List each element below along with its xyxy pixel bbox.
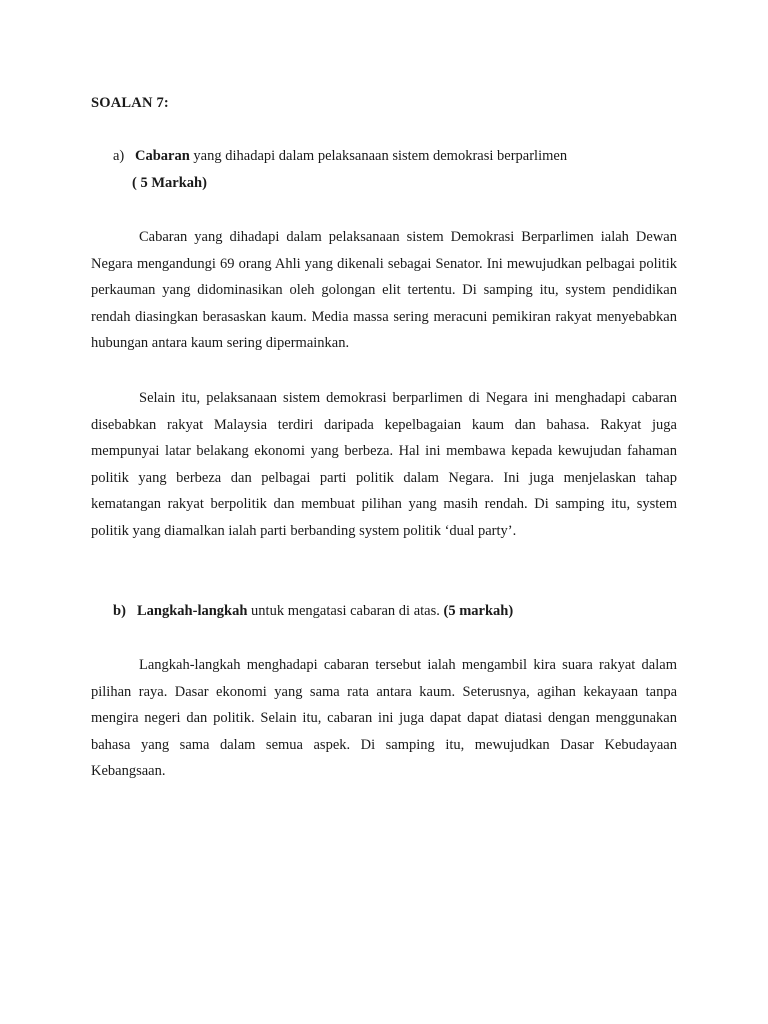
question-b-keyword: Langkah-langkah [137, 603, 248, 619]
question-a [113, 148, 567, 165]
question-b-marks: (5 markah) [443, 603, 514, 619]
answer-b-paragraph: Langkah-langkah menghadapi cabaran tersebut ialah mengambil kira suara rakyat dalam pilihan raya. Dasar ekonomi yang sama rata antara kaum. Seterusnya, agihan kekayaan tanpa mengira negeri dan politik. Selain itu, cabaran ini juga dapat dapat diatasi dengan menggunakan bahasa yang sama dalam semua aspek. Di samping itu, mewujudkan Dasar Kebudayaan Kebangsaan. [91, 657, 677, 780]
question-b [113, 603, 513, 620]
answer-a-paragraph-2: Selain itu, pelaksanaan sistem demokrasi berparlimen di Negara ini menghadapi cabaran disebabkan rakyat Malaysia terdiri daripada kepelbagaian kaum dan bahasa. Rakyat juga mempunyai latar belakang ekonomi yang berbeza. Hal ini membawa kepada kewujudan fahaman politik yang berbeza dan pelbagai parti politik dalam Negara. Ini juga menjelaskan tahap kematangan rakyat berpolitik dan membuat pilihan yang masih rendah. Di samping itu, system politik yang diamalkan ialah parti berbanding system politik ‘dual party’. [91, 390, 677, 539]
question-heading: SOALAN 7: [91, 95, 169, 111]
question-a-marks: ( 5 Markah) [132, 175, 207, 191]
question-b-marker: b) [113, 603, 126, 619]
question-a-keyword: Cabaran [135, 148, 190, 164]
question-b-text: untuk mengatasi cabaran di atas. [247, 603, 444, 619]
answer-a-paragraph-1: Cabaran yang dihadapi dalam pelaksanaan sistem Demokrasi Berparlimen ialah Dewan Negara mengandungi 69 orang Ahli yang dikenali sebagai Senator. Ini mewujudkan pelbagai politik perkauman yang didominasikan oleh golongan elit tertentu. Di samping itu, system pendidikan rendah diasingkan berasaskan kaum. Media massa sering meracuni pemikiran rakyat menyebabkan hubungan antara kaum sering dipermainkan. [91, 229, 677, 352]
question-a-marker: a) [113, 148, 125, 164]
question-a-text: yang dihadapi dalam pelaksanaan sistem demokrasi berparlimen [189, 148, 568, 164]
